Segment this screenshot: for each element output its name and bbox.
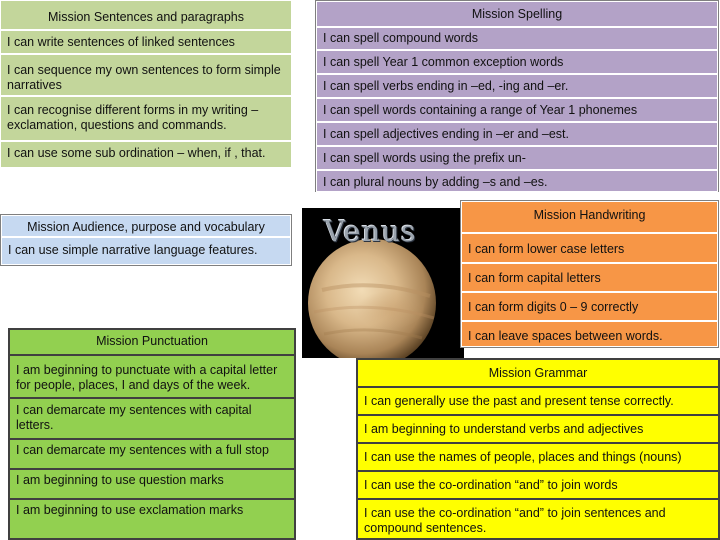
sentences-title: Mission Sentences and paragraphs: [0, 0, 292, 30]
punctuation-title: Mission Punctuation: [9, 329, 295, 355]
handwriting-item: I can leave spaces between words.: [461, 321, 718, 347]
punctuation-item: I am beginning to punctuate with a capital letter for people, places, I and days of the week.: [9, 355, 295, 398]
grammar-item: I can generally use the past and present tense correctly.: [357, 387, 719, 415]
punctuation-item: I can demarcate my sentences with a full stop: [9, 439, 295, 469]
sentences-item: I can recognise different forms in my writing – exclamation, questions and commands.: [0, 96, 292, 141]
audience-item: I can use simple narrative language features.: [1, 237, 291, 265]
handwriting-item: I can form capital letters: [461, 263, 718, 292]
grammar-panel: [356, 358, 720, 540]
spelling-panel: [315, 0, 719, 192]
handwriting-item: I can form digits 0 – 9 correctly: [461, 292, 718, 321]
handwriting-title: Mission Handwriting: [461, 201, 718, 233]
sentences-panel: [0, 0, 292, 168]
sentences-item: I can sequence my own sentences to form simple narratives: [0, 54, 292, 96]
punctuation-item: I can demarcate my sentences with capital letters.: [9, 398, 295, 439]
spelling-item: I can plural nouns by adding –s and –es.: [316, 170, 718, 192]
spelling-item: I can spell words containing a range of Year 1 phonemes: [316, 98, 718, 122]
grammar-item: I can use the co-ordination “and” to join sentences and compound sentences.: [357, 499, 719, 539]
spelling-item: I can spell Year 1 common exception words: [316, 50, 718, 74]
audience-panel: [0, 214, 292, 266]
handwriting-item: I can form lower case letters: [461, 233, 718, 263]
spelling-item: I can spell adjectives ending in –er and –est.: [316, 122, 718, 146]
grammar-item: I can use the co-ordination “and” to join words: [357, 471, 719, 499]
punctuation-panel: [8, 328, 296, 540]
sentences-item: I can write sentences of linked sentences: [0, 30, 292, 54]
sentences-item: I can use some sub ordination – when, if , that.: [0, 141, 292, 168]
venus-image: [302, 208, 464, 358]
venus-label: Venus: [324, 214, 417, 248]
spelling-item: I can spell words using the prefix un-: [316, 146, 718, 170]
audience-title: Mission Audience, purpose and vocabulary: [1, 215, 291, 237]
spelling-item: I can spell compound words: [316, 27, 718, 50]
grammar-item: I can use the names of people, places and things (nouns): [357, 443, 719, 471]
spelling-title: Mission Spelling: [316, 1, 718, 27]
punctuation-item: I am beginning to use question marks: [9, 469, 295, 499]
handwriting-panel: [460, 200, 719, 348]
spelling-item: I can spell verbs ending in –ed, -ing and –er.: [316, 74, 718, 98]
grammar-title: Mission Grammar: [357, 359, 719, 387]
grammar-item: I am beginning to understand verbs and adjectives: [357, 415, 719, 443]
punctuation-item: I am beginning to use exclamation marks: [9, 499, 295, 539]
